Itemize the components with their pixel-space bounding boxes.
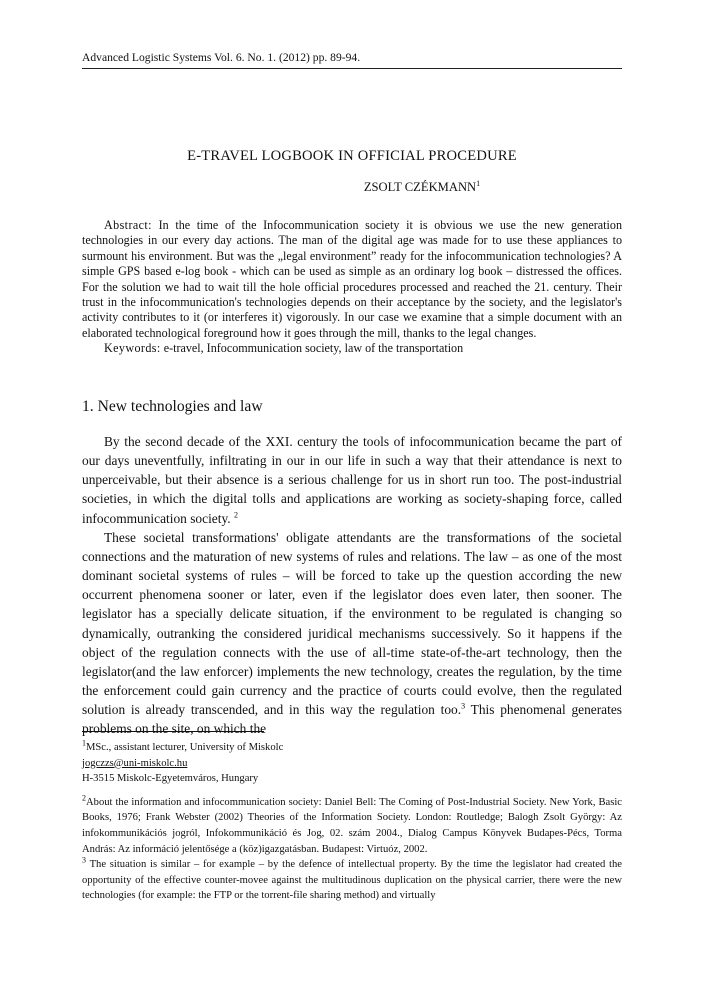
- abstract-block: [82, 218, 622, 357]
- footnote-ref-3: 3: [461, 701, 466, 711]
- footnote-3: [82, 857, 622, 904]
- footnote-1-address: H-3515 Miskolc-Egyetemváros, Hungary: [82, 773, 259, 785]
- footnote-3-text: The situation is similar – for example – by the defence of intellectual property. By the time the legislator had created the opportunity of the effective counter-movee against the multitudinous duplication on the physical carrier, there were the new technologies (for example: the FTP or the torrent-file sharing method) and virtually: [82, 859, 622, 902]
- keywords-paragraph: [82, 341, 622, 356]
- author-line: [82, 180, 622, 195]
- keywords-text: e-travel, Infocommunication society, law of the transportation: [163, 341, 464, 356]
- running-head: Advanced Logistic Systems Vol. 6. No. 1. (2012) pp. 89-94.: [82, 50, 622, 69]
- section-heading: 1. New technologies and law: [82, 398, 263, 415]
- footnote-1-mark: 1: [82, 738, 86, 748]
- body-paragraph-2: [82, 528, 622, 739]
- body-paragraph-1-text: By the second decade of the XXI. century the tools of infocommunication became the part of our days uneventfully, infiltrating in our in our life in such a way that their attendance is next to unperceivable, but their absence is a serious challenge for us in short run too. The post-industrial societies, in which the digital tolls and applications are working as society-shaping force, called infocommunication society.: [82, 434, 622, 526]
- author-footnote-mark: 1: [476, 178, 481, 188]
- footnotes-block: [82, 740, 622, 904]
- footnote-3-mark: 3: [82, 855, 86, 865]
- section-body: [82, 432, 622, 739]
- body-paragraph-1: [82, 432, 622, 528]
- abstract-paragraph: [82, 218, 622, 341]
- footnote-divider: [82, 731, 264, 732]
- paper-title: E-TRAVEL LOGBOOK IN OFFICIAL PROCEDURE: [187, 148, 517, 164]
- footnote-2-text: About the information and infocommunication society: Daniel Bell: The Coming of Post-Industrial Society. New York, Basic Books, 1976; Frank Webster (2002) Theories of the Information Society. London: Routledge; Balogh Zsolt György: Az infokommunikációs jogról, Infokommunikáció és Jog, 02. szám 2004., Dialog Campus Könyvek Budapes-Pécs, Torma András: Az információ jelentősége a (köz)igazgatásban. Budapest: Virtuóz, 2002.: [82, 796, 622, 855]
- abstract-label: Abstract:: [104, 218, 152, 232]
- footnote-2: [82, 795, 622, 857]
- footnote-1: [82, 740, 622, 756]
- keywords-label: Keywords:: [104, 341, 161, 356]
- footnote-1-email-line: [82, 756, 622, 772]
- footnote-1-affiliation: MSc., assistant lecturer, University of Miskolc: [86, 742, 284, 753]
- footnote-2-mark: 2: [82, 793, 86, 803]
- author-name: ZSOLT CZÉKMANN: [363, 180, 477, 194]
- footnote-ref-2: 2: [233, 510, 238, 520]
- abstract-text: In the time of the Infocommunication society it is obvious we use the new generation technologies in our every day actions. The man of the digital age was made for to use these appliances to surmount his environment. But was the „legal environment” ready for the infocommunication technologies? A simple GPS based e-log book - which can be used as simple as an ordinary log book – distressed the offices. For the solution we had to wait till the hole official procedures processed and reached the 21. century. Their trust in the infocommunication's technologies depends on their acceptance by the society, and the legislator's activity contributes to it (or interferes it) vigorously. In our case we examine that a simple document with an elaborated technological foreground how it goes through the mill, thanks to the legal changes.: [82, 218, 622, 340]
- body-paragraph-2-text: These societal transformations' obligate attendants are the transformations of the societal connections and the maturation of new systems of rules and relations. The law – as one of the most dominant societal systems of rules – will be forced to take up the question according the new occurrent phenomena sooner or later, even if the legislator does even later, then sooner. The legislator has a specially delicate situation, if the environment to be regulated is changing so dynamically, outranking the considered juridical mechanisms successively. So it happens if the object of the regulation connects with the use of all-time state-of-the-art technology, then the legislator(and the law enforcer) implements the new technology, creates the regulation, by the time the enforcement could gain currency and the practice of courts could evolve, then the regulated solution is already transcended, and in this way the regulation too.: [82, 529, 622, 718]
- author-email-link[interactable]: jogczzs@uni-miskolc.hu: [82, 757, 188, 769]
- body-paragraph-2-continuation: This phenomenal generates problems on the site, on which the: [82, 702, 623, 737]
